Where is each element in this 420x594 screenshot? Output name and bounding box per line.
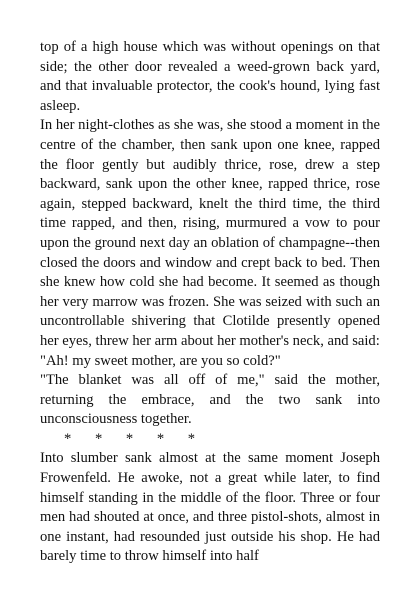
paragraph-continuation: top of a high house which was without openings on that side; the other door revealed a weed-grown back yard, and that invaluable protector, the cook's hound, lying fast asleep. (40, 39, 380, 114)
paragraph-frowenfeld: Into slumber sank almost at the same moment Joseph Frowenfeld. He awoke, not a great while later, to find himself standing in the middle of the floor. Three or four men had shouted at once, and three pistol-shots, almost in one instant, had resounded just outside his shop. He had barely time to throw himself into half (40, 450, 380, 565)
document-page (40, 38, 380, 567)
section-break: * * * * * (64, 430, 196, 447)
paragraph-clotilde-dialogue: "Ah! my sweet mother, are you so cold?" (40, 352, 281, 369)
paragraph-mother-reply: "The blanket was all off of me," said the mother, returning the embrace, and the two sank into unconsciousness together. (40, 372, 380, 428)
paragraph-ritual: In her night-clothes as she was, she stood a moment in the centre of the chamber, then sank upon one knee, rapped the floor gently but audibly thrice, rose, drew a step backward, sank upon the other knee, rapped thrice, rose again, stepped backward, knelt the third time, the third time rapped, and then, rising, murmured a vow to pour upon the ground next day an oblation of champagne--then closed the doors and window and crept back to bed. Then she knew how cold she had become. It seemed as though her very marrow was frozen. She was seized with such an uncontrollable shivering that Clotilde presently opened her eyes, threw her arm about her mother's neck, and said: (40, 117, 380, 349)
